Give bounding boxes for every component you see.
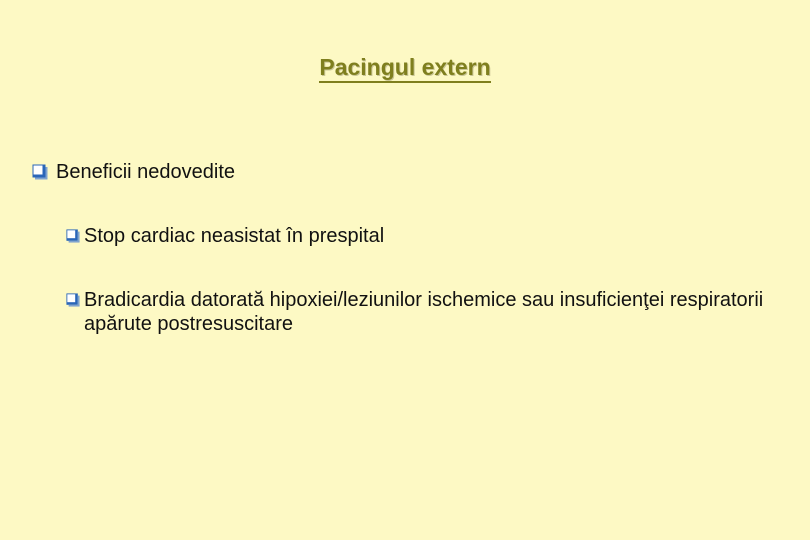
bullet-level2-bradicardia	[66, 288, 796, 336]
bullet-level2-stop-cardiac	[66, 224, 786, 248]
bullet-text: Stop cardiac neasistat în prespital	[84, 225, 385, 247]
bullet-level1-beneficii	[32, 160, 732, 184]
square-bullet-icon	[66, 229, 80, 243]
square-bullet-icon	[32, 164, 48, 180]
bullet-text: Bradicardia datorată hipoxiei/leziunilor ischemice sau insuficienţei respiratorii apărute postresuscitare	[84, 289, 764, 335]
slide-title-text: Pacingul extern	[319, 54, 490, 83]
slide-title	[0, 54, 810, 81]
square-bullet-icon	[66, 293, 80, 307]
bullet-text: Beneficii nedovedite	[56, 161, 236, 183]
